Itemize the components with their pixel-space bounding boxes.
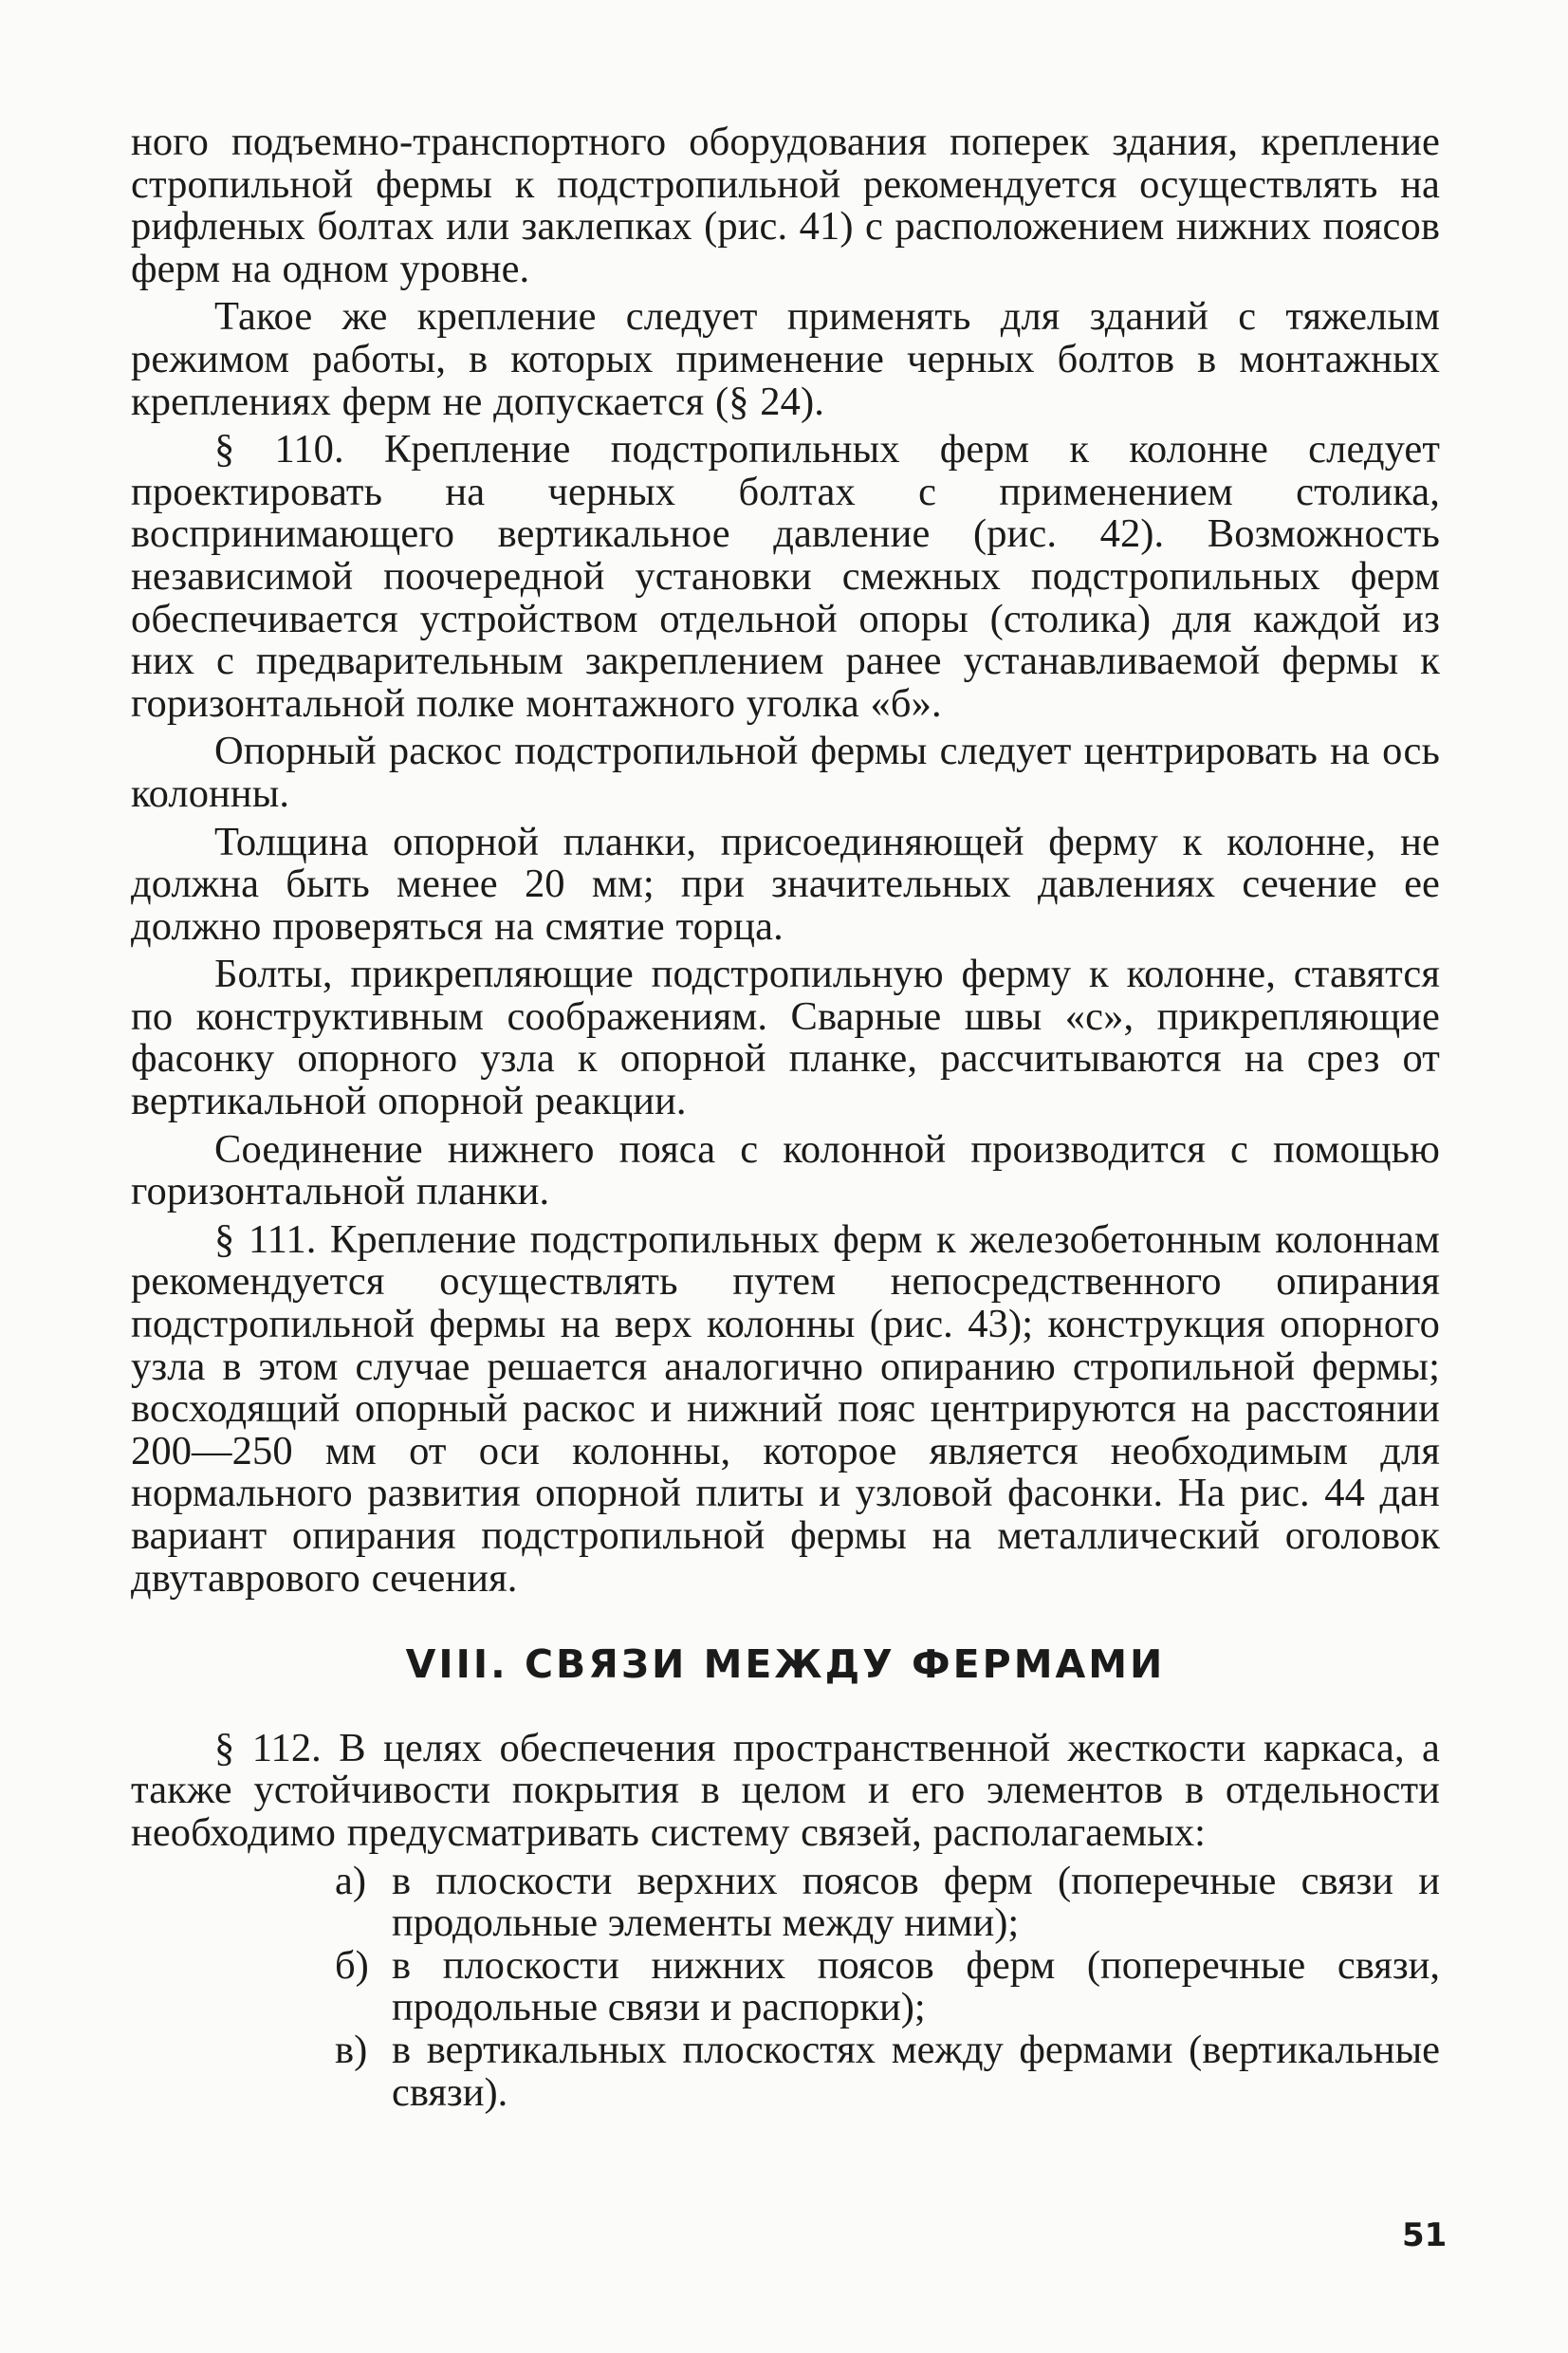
paragraph: Толщина опорной планки, присоединяющей ферму к колонне, не должна быть менее 20 мм; при значительных давлениях сечение ее должно проверяться на смятие торца. <box>131 819 1440 949</box>
list-item <box>335 1858 1440 1946</box>
chapter-heading: VIII. СВЯЗИ МЕЖДУ ФЕРМАМИ <box>405 1641 1166 1688</box>
paragraph: Такое же крепление следует применять для зданий с тяжелым режимом работы, в которых применение черных болтов в монтажных креплениях ферм не допускается (§ 24). <box>131 294 1440 424</box>
bracing-list <box>131 1858 1440 2115</box>
list-item-letter: б) <box>335 1942 369 1988</box>
paragraph: Опорный раскос подстропильной фермы следует центрировать на ось колонны. <box>131 729 1440 816</box>
list-item-letter: в) <box>335 2027 368 2072</box>
list-item-text: в плоскости нижних поясов ферм (поперечные связи, продольные связи и распорки); <box>392 1942 1440 2030</box>
page-body <box>131 121 1440 2114</box>
paragraph: Болты, прикрепляющие подстропильную ферму к колонне, ставятся по конструктивным соображениям. Сварные швы «с», прикрепляющие фасонку опорного узла к опорной планке, рассчитываются на срез от вертикальной опорной реакции. <box>131 952 1440 1124</box>
list-item <box>335 1942 1440 2030</box>
paragraph: Соединение нижнего пояса с колонной производится с помощью горизонтальной планки. <box>131 1126 1440 1214</box>
paragraph-section-111: § 111. Крепление подстропильных ферм к железобетонным колоннам рекомендуется осуществлять путем непосредственного опирания подстропильной фермы на верх колонны (рис. 43); конструкция опорного узла в этом случае решается аналогично опиранию стропильной фермы; восходящий опорный раскос и нижний пояс центрируются на расстоянии 200—250 мм от оси колонны, которое является необходимым для нормального развития опорной плиты и узловой фасонки. На рис. 44 дан вариант опирания подстропильной фермы на металлический оголовок двутаврового сечения. <box>131 1216 1440 1601</box>
page-number: 51 <box>1402 2216 1448 2254</box>
list-item-text: в плоскости верхних поясов ферм (поперечные связи и продольные элементы между ними); <box>392 1858 1440 1946</box>
paragraph-section-112: § 112. В целях обеспечения пространственной жесткости каркаса, а также устойчивости покрытия в целом и его элементов в отдельности необходимо предусматривать систему связей, располагаемых: <box>131 1725 1440 1855</box>
paragraph-section-110: § 110. Крепление подстропильных ферм к колонне следует проектировать на черных болтах с применением столика, воспринимающего вертикальное давление (рис. 42). Возможность независимой поочередной установки смежных подстропильных ферм обеспечивается устройством отдельной опоры (столика) для каждой из них с предварительным закреплением ранее устанавливаемой фермы к горизонтальной полке монтажного уголка «б». <box>131 427 1440 726</box>
list-item-letter: а) <box>335 1858 367 1903</box>
list-item-text: в вертикальных плоскостях между фермами (вертикальные связи). <box>392 2027 1440 2115</box>
paragraph-continuation: ного подъемно-транспортного оборудования поперек здания, крепление стропильной фермы к подстропильной рекомендуется осуществлять на рифленых болтах или заклепках (рис. 41) с расположением нижних поясов ферм на одном уровне. <box>131 120 1440 291</box>
list-item <box>335 2029 1440 2114</box>
